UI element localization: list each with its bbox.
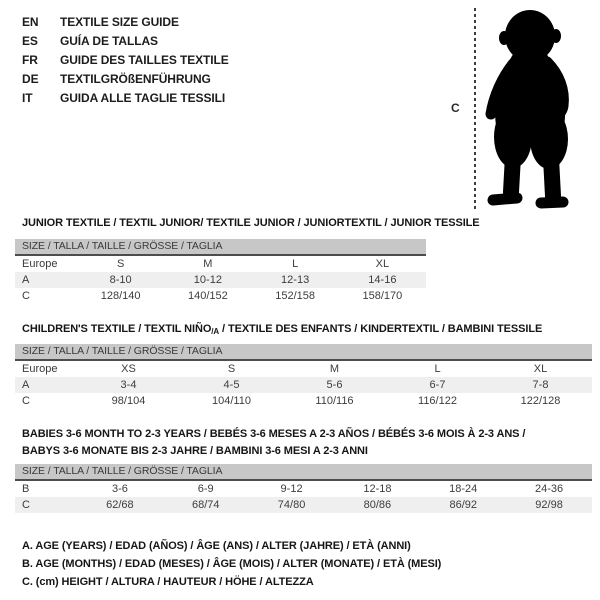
row-label-cell: C	[22, 395, 30, 407]
language-code: IT	[22, 90, 33, 105]
table-row-height	[15, 393, 592, 409]
children-size-grid	[15, 361, 592, 409]
size-cell: 7-8	[489, 377, 592, 393]
size-cell: 10-12	[164, 272, 251, 288]
size-cell: 12-13	[252, 272, 339, 288]
size-cell: 18-24	[449, 483, 478, 495]
language-title: TEXTILE SIZE GUIDE	[60, 14, 179, 29]
babies-size-grid	[15, 481, 592, 513]
size-cell: 3-6	[111, 483, 128, 495]
language-code: EN	[22, 14, 39, 29]
height-measure-label: C	[451, 101, 460, 115]
section-title-babies	[22, 426, 525, 460]
section-title-children-rest: / TEXTILE DES ENFANTS / KINDERTEXTIL / BAMBINI TESSILE	[219, 323, 543, 335]
size-cell: 3-4	[77, 377, 180, 393]
language-row-fr	[22, 50, 229, 69]
size-cell: 6-9	[197, 483, 214, 495]
size-cell: 4-5	[180, 377, 283, 393]
size-cell: XS	[121, 363, 136, 375]
legend-line-height: C. (cm) HEIGHT / ALTURA / HAUTEUR / HÖHE / ALTEZZA	[22, 576, 314, 588]
language-title: TEXTILGRÖßENFÜHRUNG	[60, 71, 211, 86]
section-title-children	[22, 321, 542, 340]
language-title: GUIDA ALLE TAGLIE TESSILI	[60, 90, 226, 105]
children-size-table	[15, 344, 592, 409]
size-cell: 74/80	[249, 497, 335, 513]
size-cell: L	[434, 363, 441, 375]
size-cell: 110/116	[315, 395, 354, 407]
size-cell: 86/92	[420, 497, 506, 513]
size-cell: 92/98	[506, 497, 592, 513]
table-row-europe	[15, 361, 592, 377]
table-row-age	[15, 377, 592, 393]
size-cell: 122/128	[520, 395, 561, 407]
measurement-legend	[22, 537, 441, 591]
table-row-months	[15, 481, 592, 497]
row-label-cell: Europe	[22, 258, 58, 270]
junior-size-grid	[15, 256, 426, 304]
language-code: DE	[22, 71, 39, 86]
language-row-en	[22, 12, 229, 31]
table-row-europe	[15, 256, 426, 272]
size-cell: S	[227, 363, 236, 375]
size-cell: 116/122	[418, 395, 457, 407]
language-title: GUIDE DES TAILLES TEXTILE	[60, 52, 229, 67]
size-cell: 12-18	[363, 483, 392, 495]
size-cell: 24-36	[535, 483, 564, 495]
section-title-junior: JUNIOR TEXTILE / TEXTIL JUNIOR/ TEXTILE JUNIOR / JUNIORTEXTIL / JUNIOR TESSILE	[22, 217, 480, 229]
size-cell: M	[329, 363, 340, 375]
section-title-children-main: CHILDREN'S TEXTILE / TEXTIL NIÑO	[22, 323, 212, 335]
row-label-cell: B	[22, 483, 30, 495]
table-row-age	[15, 272, 426, 288]
size-cell: 158/170	[362, 290, 403, 302]
size-cell: 14-16	[339, 272, 426, 288]
language-row-de	[22, 69, 229, 88]
size-cell: XL	[375, 258, 390, 270]
size-cell: 62/68	[77, 497, 163, 513]
language-row-es	[22, 31, 229, 50]
language-row-it	[22, 88, 229, 107]
size-cell: 152/158	[275, 290, 315, 302]
size-table-header-bar: SIZE / TALLA / TAILLE / GRÖSSE / TAGLIA	[15, 239, 426, 256]
size-table-header-bar: SIZE / TALLA / TAILLE / GRÖSSE / TAGLIA	[15, 344, 592, 361]
size-cell: 5-6	[283, 377, 386, 393]
size-cell: S	[116, 258, 125, 270]
row-label-cell: C	[22, 290, 30, 302]
size-table-header-bar: SIZE / TALLA / TAILLE / GRÖSSE / TAGLIA	[15, 464, 592, 481]
height-dashed-line	[474, 8, 476, 209]
table-row-height	[15, 288, 426, 304]
section-title-babies-line1: BABIES 3-6 MONTH TO 2-3 YEARS / BEBÉS 3-6 MESES A 2-3 AÑOS / BÉBÉS 3-6 MOIS À 2-3 ANS /	[22, 428, 526, 440]
size-cell: 9-12	[280, 483, 303, 495]
toddler-silhouette-icon	[483, 6, 593, 212]
row-label-cell: A	[15, 272, 77, 288]
legend-line-age-years: A. AGE (YEARS) / EDAD (AÑOS) / ÂGE (ANS) / ALTER (JAHRE) / ETÀ (ANNI)	[22, 540, 411, 552]
size-cell: L	[292, 258, 299, 270]
row-label-cell: C	[15, 497, 77, 513]
size-cell: 128/140	[100, 290, 141, 302]
junior-size-table	[15, 239, 426, 304]
size-cell: 8-10	[77, 272, 164, 288]
language-list	[22, 12, 229, 107]
size-cell: 140/152	[187, 290, 228, 302]
section-title-children-subscript: /A	[211, 327, 220, 336]
section-title-babies-line2: BABYS 3-6 MONATE BIS 2-3 JAHRE / BAMBINI 3-6 MESI A 2-3 ANNI	[22, 445, 368, 457]
size-cell: XL	[533, 363, 548, 375]
table-row-height	[15, 497, 592, 513]
row-label-cell: A	[15, 377, 77, 393]
babies-size-table	[15, 464, 592, 513]
size-cell: 80/86	[334, 497, 420, 513]
size-cell: 6-7	[386, 377, 489, 393]
language-code: FR	[22, 52, 38, 67]
language-title: GUÍA DE TALLAS	[60, 33, 158, 48]
row-label-cell: Europe	[22, 363, 58, 375]
legend-line-age-months: B. AGE (MONTHS) / EDAD (MESES) / ÂGE (MOIS) / ALTER (MONATE) / ETÀ (MESI)	[22, 558, 442, 570]
size-cell: 68/74	[163, 497, 249, 513]
size-cell: M	[203, 258, 213, 270]
size-cell: 98/104	[111, 395, 146, 407]
language-code: ES	[22, 33, 38, 48]
size-cell: 104/110	[212, 395, 251, 407]
